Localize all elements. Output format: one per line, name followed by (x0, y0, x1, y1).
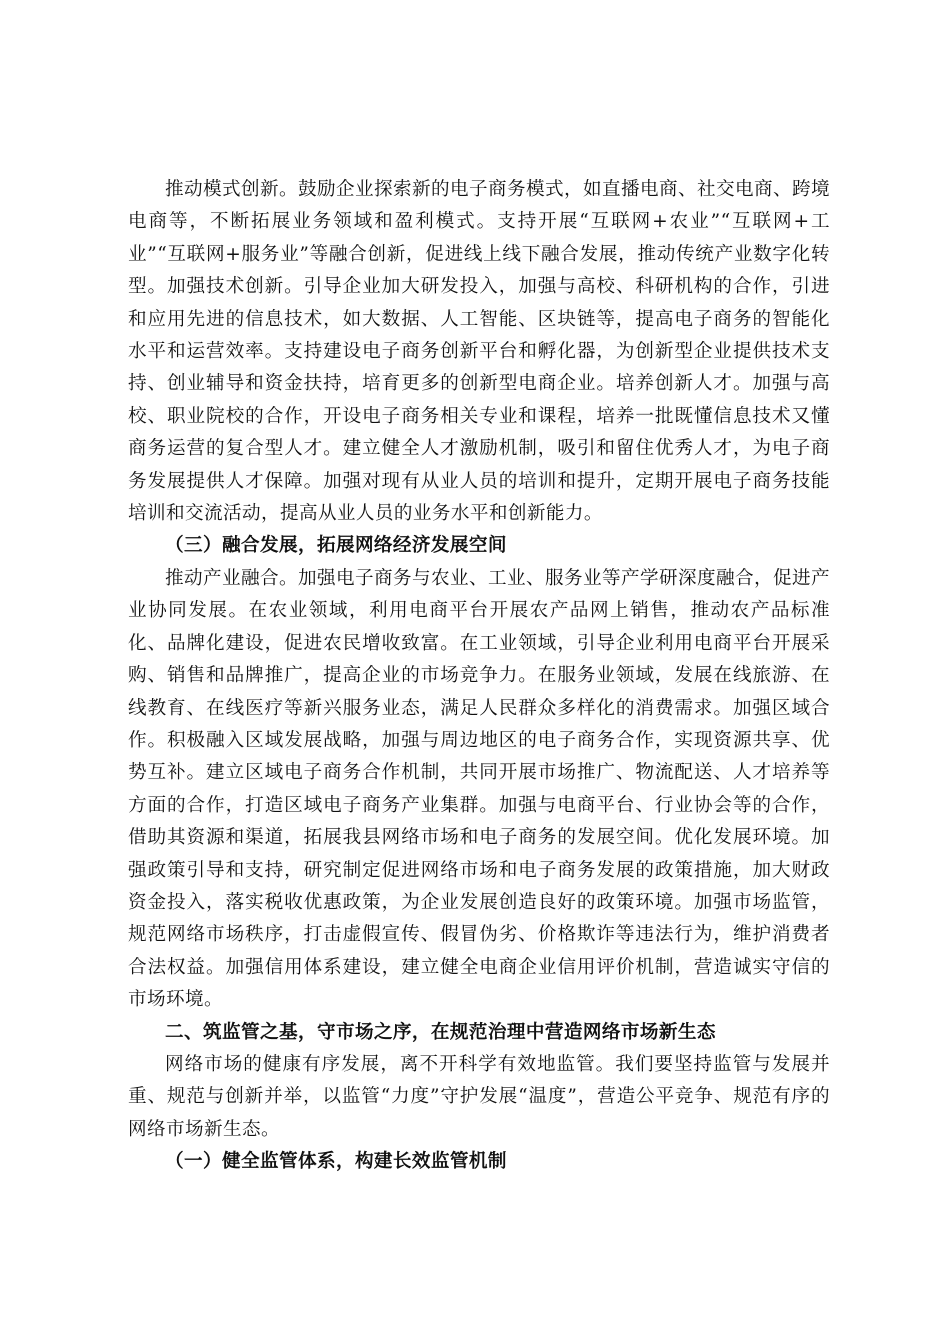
paragraph-model-innovation: 推动模式创新。鼓励企业探索新的电子商务模式，如直播电商、社交电商、跨境电商等，不断拓展业务领域和盈利模式。支持开展“互联网+农业”“互联网+工业”“互联网+服务业”等融合创新，促进线上线下融合发展，推动传统产业数字化转型。加强技术创新。引导企业加大研发投入，加强与高校、科研机构的合作，引进和应用先进的信息技术，如大数据、人工智能、区块链等，提高电子商务的智能化水平和运营效率。支持建设电子商务创新平台和孵化器，为创新型企业提供技术支持、创业辅导和资金扶持，培育更多的创新型电商企业。培养创新人才。加强与高校、职业院校的合作，开设电子商务相关专业和课程，培养一批既懂信息技术又懂商务运营的复合型人才。建立健全人才激励机制，吸引和留住优秀人才，为电子商务发展提供人才保障。加强对现有从业人员的培训和提升，定期开展电子商务技能培训和交流活动，提高从业人员的业务水平和创新能力。 (128, 179, 830, 525)
paragraph-market-supervision: 网络市场的健康有序发展，离不开科学有效地监管。我们要坚持监管与发展并重、规范与创新并举，以监管“力度”守护发展“温度”，营造公平竞争、规范有序的网络市场新生态。 (128, 1053, 830, 1140)
document-body (128, 174, 830, 1179)
section-heading-regulation: 二、筑监管之基，守市场之序，在规范治理中营造网络市场新生态 (165, 1021, 716, 1043)
paragraph-industry-integration: 推动产业融合。加强电子商务与农业、工业、服务业等产学研深度融合，促进产业协同发展。在农业领域，利用电商平台开展农产品网上销售，推动农产品标准化、品牌化建设，促进农民增收致富。在工业领域，引导企业利用电商平台开展采购、销售和品牌推广，提高企业的市场竞争力。在服务业领域，发展在线旅游、在线教育、在线医疗等新兴服务业态，满足人民群众多样化的消费需求。加强区域合作。积极融入区域发展战略，加强与周边地区的电子商务合作，实现资源共享、优势互补。建立区域电子商务合作机制，共同开展市场推广、物流配送、人才培养等方面的合作，打造区域电子商务产业集群。加强与电商平台、行业协会等的合作，借助其资源和渠道，拓展我县网络市场和电子商务的发展空间。优化发展环境。加强政策引导和支持，研究制定促进网络市场和电子商务发展的政策措施，加大财政资金投入，落实税收优惠政策，为企业发展创造良好的政策环境。加强市场监管，规范网络市场秩序，打击虚假宣传、假冒伪劣、价格欺诈等违法行为，维护消费者合法权益。加强信用体系建设，建立健全电商企业信用评价机制，营造诚实守信的市场环境。 (128, 567, 830, 1011)
subheading-integrated-development: （三）融合发展，拓展网络经济发展空间 (165, 535, 507, 557)
subheading-regulatory-system: （一）健全监管体系，构建长效监管机制 (165, 1151, 507, 1173)
